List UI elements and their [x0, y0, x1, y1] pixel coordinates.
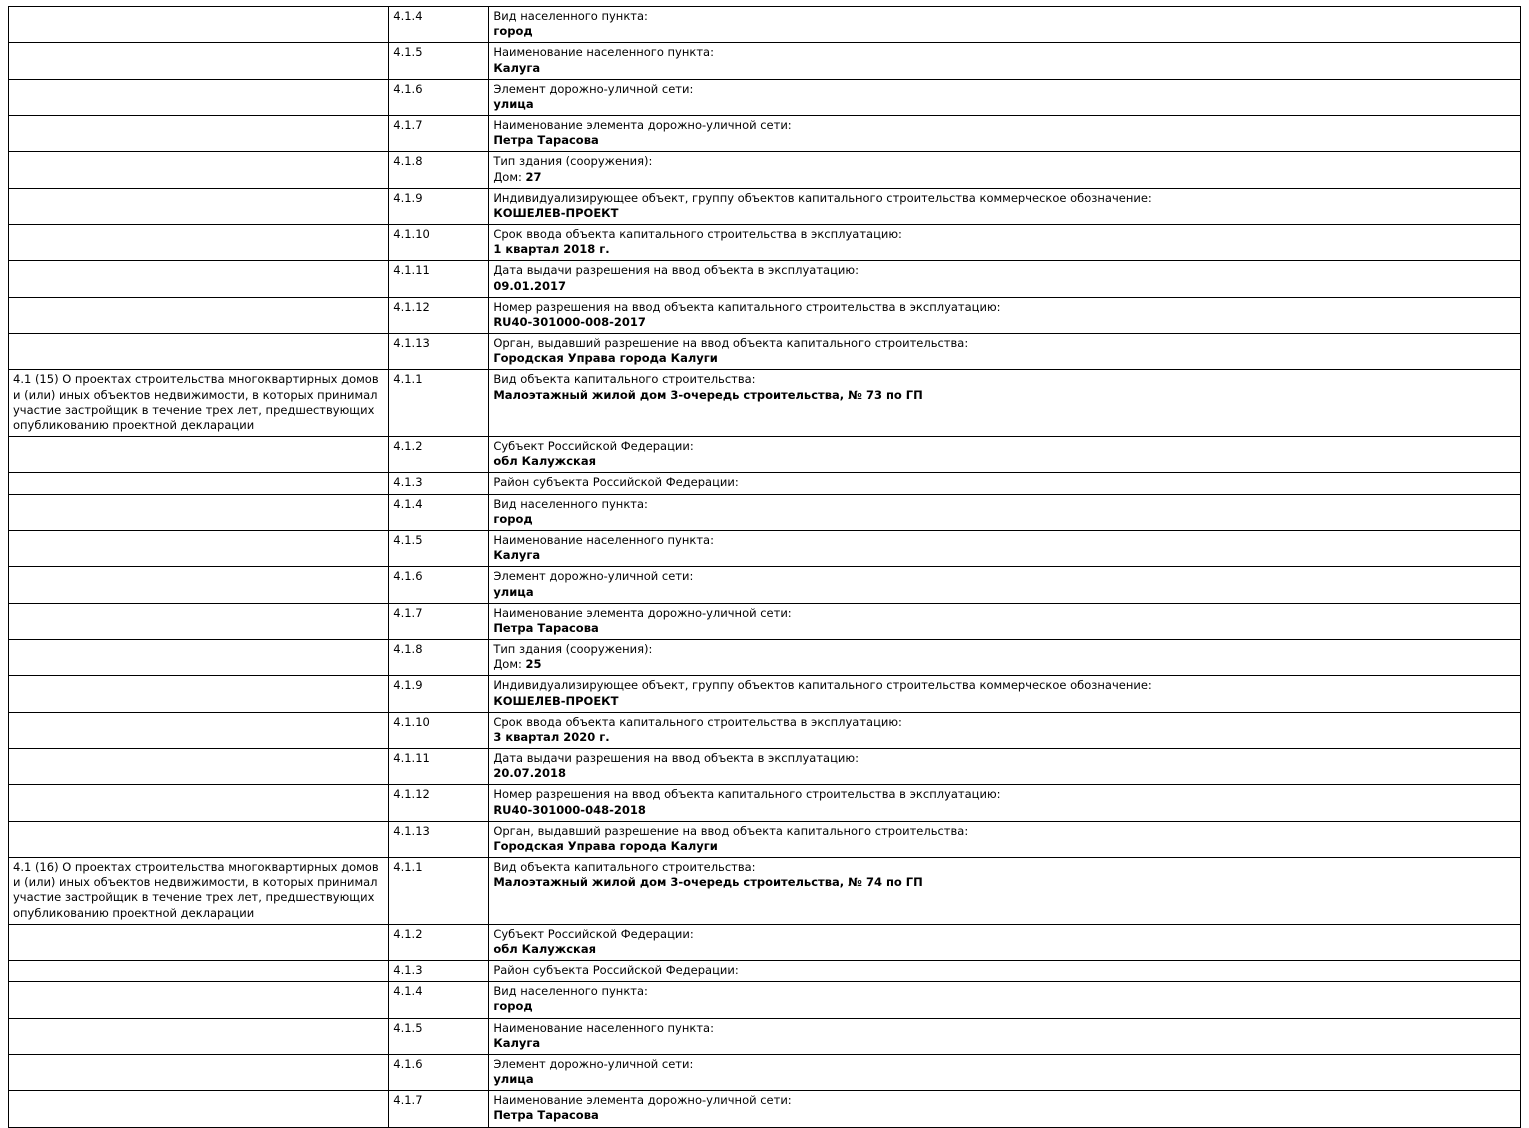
row-body-cell	[489, 924, 1521, 960]
row-code-cell: 4.1.1	[389, 370, 489, 437]
row-code-cell: 4.1.10	[389, 712, 489, 748]
table-row	[9, 297, 1521, 333]
field-label: Субъект Российской Федерации:	[493, 926, 694, 941]
row-section-cell	[9, 982, 389, 1018]
row-body-cell	[489, 297, 1521, 333]
table-row	[9, 1091, 1521, 1127]
row-code-cell: 4.1.13	[389, 821, 489, 857]
table-row	[9, 188, 1521, 224]
row-section-cell	[9, 334, 389, 370]
field-value: RU40-301000-048-2018	[493, 802, 646, 817]
field-label: Срок ввода объекта капитального строительства в эксплуатацию:	[493, 227, 902, 242]
row-body-cell	[489, 858, 1521, 925]
field-value: улица	[493, 1072, 534, 1087]
table-row	[9, 924, 1521, 960]
field-label: Номер разрешения на ввод объекта капитального строительства в эксплуатацию:	[493, 787, 1001, 802]
table-row	[9, 79, 1521, 115]
row-body-cell	[489, 640, 1521, 676]
field-value: 27	[525, 169, 542, 184]
row-section-cell	[9, 749, 389, 785]
field-value: Петра Тарасова	[493, 133, 599, 148]
field-label: Наименование элемента дорожно-уличной сети:	[493, 1093, 792, 1108]
field-value: улица	[493, 584, 534, 599]
row-section-cell	[9, 188, 389, 224]
table-row	[9, 225, 1521, 261]
table-row	[9, 961, 1521, 982]
row-code-cell: 4.1.1	[389, 858, 489, 925]
field-label: Элемент дорожно-уличной сети:	[493, 569, 694, 584]
row-body-cell	[489, 7, 1521, 43]
row-section-cell	[9, 7, 389, 43]
table-row	[9, 982, 1521, 1018]
row-section-cell	[9, 261, 389, 297]
table-row	[9, 749, 1521, 785]
row-section-cell	[9, 1018, 389, 1054]
row-section-cell	[9, 225, 389, 261]
field-value: Городская Управа города Калуги	[493, 351, 718, 366]
row-section-cell	[9, 961, 389, 982]
table-row	[9, 530, 1521, 566]
row-code-cell: 4.1.6	[389, 567, 489, 603]
table-row	[9, 712, 1521, 748]
field-value: Малоэтажный жилой дом 3-очередь строительства, № 73 по ГП	[493, 387, 923, 402]
table-row	[9, 640, 1521, 676]
row-section-cell	[9, 1054, 389, 1090]
row-section-cell	[9, 712, 389, 748]
table-row	[9, 116, 1521, 152]
table-row	[9, 785, 1521, 821]
field-value: Малоэтажный жилой дом 3-очередь строительства, № 74 по ГП	[493, 875, 923, 890]
row-section-cell	[9, 530, 389, 566]
field-label: Субъект Российской Федерации:	[493, 439, 694, 454]
row-code-cell: 4.1.7	[389, 116, 489, 152]
row-section-cell	[9, 676, 389, 712]
row-section-cell	[9, 473, 389, 494]
row-body-cell	[489, 1018, 1521, 1054]
table-row	[9, 7, 1521, 43]
row-body-cell	[489, 676, 1521, 712]
row-body-cell	[489, 261, 1521, 297]
row-body-cell	[489, 785, 1521, 821]
field-value: 20.07.2018	[493, 766, 567, 781]
row-body-cell	[489, 473, 1521, 494]
field-label: Вид объекта капитального строительства:	[493, 372, 756, 387]
field-value: город	[493, 511, 533, 526]
field-label: Вид населенного пункта:	[493, 496, 648, 511]
field-label: Орган, выдавший разрешение на ввод объекта капитального строительства:	[493, 336, 969, 351]
table-row	[9, 261, 1521, 297]
row-section-cell	[9, 437, 389, 473]
field-value: 25	[525, 657, 542, 672]
row-code-cell: 4.1.7	[389, 603, 489, 639]
row-code-cell: 4.1.9	[389, 188, 489, 224]
field-label: Элемент дорожно-уличной сети:	[493, 1056, 694, 1071]
row-code-cell: 4.1.2	[389, 437, 489, 473]
row-code-cell: 4.1.8	[389, 640, 489, 676]
field-label: Наименование элемента дорожно-уличной сети:	[493, 605, 792, 620]
row-body-cell	[489, 567, 1521, 603]
field-value: город	[493, 999, 533, 1014]
field-value: Петра Тарасова	[493, 1108, 599, 1123]
field-label: Номер разрешения на ввод объекта капитального строительства в эксплуатацию:	[493, 299, 1001, 314]
field-value: Калуга	[493, 1035, 541, 1050]
row-code-cell: 4.1.13	[389, 334, 489, 370]
row-section-cell	[9, 116, 389, 152]
field-label: Наименование населенного пункта:	[493, 532, 714, 547]
field-value: обл Калужская	[493, 454, 596, 469]
field-value: Калуга	[493, 60, 541, 75]
row-code-cell: 4.1.4	[389, 494, 489, 530]
declaration-table-body	[9, 7, 1521, 1128]
table-row	[9, 676, 1521, 712]
row-body-cell	[489, 152, 1521, 188]
field-value-line	[493, 170, 1516, 185]
field-label: Дата выдачи разрешения на ввод объекта в эксплуатацию:	[493, 751, 859, 766]
field-value: Городская Управа города Калуги	[493, 838, 718, 853]
field-label: Район субъекта Российской Федерации:	[493, 963, 739, 978]
table-row	[9, 567, 1521, 603]
field-label: Тип здания (сооружения):	[493, 642, 653, 657]
row-code-cell: 4.1.9	[389, 676, 489, 712]
row-code-cell: 4.1.6	[389, 79, 489, 115]
row-section-cell	[9, 603, 389, 639]
table-row	[9, 494, 1521, 530]
field-label: Индивидуализирующее объект, группу объектов капитального строительства коммерческое обозначение:	[493, 678, 1152, 693]
row-body-cell	[489, 370, 1521, 437]
row-code-cell: 4.1.8	[389, 152, 489, 188]
row-body-cell	[489, 1091, 1521, 1127]
field-value-line	[493, 657, 1516, 672]
row-code-cell: 4.1.12	[389, 785, 489, 821]
row-code-cell: 4.1.5	[389, 43, 489, 79]
row-section-cell	[9, 567, 389, 603]
field-label: Наименование элемента дорожно-уличной сети:	[493, 118, 792, 133]
field-value-prefix: Дом:	[493, 657, 526, 672]
row-code-cell: 4.1.10	[389, 225, 489, 261]
row-section-cell	[9, 640, 389, 676]
field-label: Индивидуализирующее объект, группу объектов капитального строительства коммерческое обозначение:	[493, 190, 1152, 205]
field-label: Район субъекта Российской Федерации:	[493, 475, 739, 490]
row-section-cell	[9, 152, 389, 188]
field-value: обл Калужская	[493, 941, 596, 956]
row-code-cell: 4.1.4	[389, 982, 489, 1018]
row-body-cell	[489, 1054, 1521, 1090]
row-section-cell	[9, 821, 389, 857]
table-row	[9, 334, 1521, 370]
field-label: Вид объекта капитального строительства:	[493, 860, 756, 875]
field-label: Наименование населенного пункта:	[493, 45, 714, 60]
field-label: Элемент дорожно-уличной сети:	[493, 81, 694, 96]
field-label: Срок ввода объекта капитального строительства в эксплуатацию:	[493, 714, 902, 729]
row-body-cell	[489, 79, 1521, 115]
table-row	[9, 1054, 1521, 1090]
field-value: Петра Тарасова	[493, 620, 599, 635]
field-value: город	[493, 24, 533, 39]
field-label: Наименование населенного пункта:	[493, 1020, 714, 1035]
field-value-prefix: Дом:	[493, 169, 526, 184]
table-row	[9, 473, 1521, 494]
row-code-cell: 4.1.3	[389, 961, 489, 982]
field-value: 09.01.2017	[493, 278, 567, 293]
row-code-cell: 4.1.5	[389, 1018, 489, 1054]
row-section-cell	[9, 43, 389, 79]
row-section-cell: 4.1 (16) О проектах строительства многоквартирных домов и (или) иных объектов недвижимости, в которых принимал участие застройщик в течение трех лет, предшествующих опубликованию проектной декларации	[9, 858, 389, 925]
row-code-cell: 4.1.5	[389, 530, 489, 566]
row-body-cell	[489, 603, 1521, 639]
row-body-cell	[489, 712, 1521, 748]
row-section-cell: 4.1 (15) О проектах строительства многоквартирных домов и (или) иных объектов недвижимости, в которых принимал участие застройщик в течение трех лет, предшествующих опубликованию проектной декларации	[9, 370, 389, 437]
row-section-cell	[9, 1091, 389, 1127]
row-code-cell: 4.1.6	[389, 1054, 489, 1090]
table-row	[9, 821, 1521, 857]
table-row	[9, 370, 1521, 437]
row-code-cell: 4.1.11	[389, 261, 489, 297]
row-body-cell	[489, 961, 1521, 982]
table-row	[9, 437, 1521, 473]
row-body-cell	[489, 530, 1521, 566]
row-body-cell	[489, 821, 1521, 857]
field-value: 3 квартал 2020 г.	[493, 729, 610, 744]
field-value: КОШЕЛЕВ-ПРОЕКТ	[493, 205, 619, 220]
row-body-cell	[489, 437, 1521, 473]
row-code-cell: 4.1.2	[389, 924, 489, 960]
row-body-cell	[489, 188, 1521, 224]
field-value: улица	[493, 96, 534, 111]
table-row	[9, 152, 1521, 188]
field-label: Вид населенного пункта:	[493, 984, 648, 999]
row-code-cell: 4.1.7	[389, 1091, 489, 1127]
field-label: Вид населенного пункта:	[493, 9, 648, 23]
table-row	[9, 1018, 1521, 1054]
row-body-cell	[489, 982, 1521, 1018]
row-code-cell: 4.1.4	[389, 7, 489, 43]
field-value: 1 квартал 2018 г.	[493, 242, 610, 257]
row-section-cell	[9, 297, 389, 333]
row-code-cell: 4.1.11	[389, 749, 489, 785]
row-section-cell	[9, 924, 389, 960]
table-row	[9, 858, 1521, 925]
row-section-cell	[9, 785, 389, 821]
field-label: Тип здания (сооружения):	[493, 154, 653, 169]
row-body-cell	[489, 494, 1521, 530]
field-label: Орган, выдавший разрешение на ввод объекта капитального строительства:	[493, 823, 969, 838]
table-row	[9, 43, 1521, 79]
row-body-cell	[489, 116, 1521, 152]
row-code-cell: 4.1.3	[389, 473, 489, 494]
row-body-cell	[489, 225, 1521, 261]
table-row	[9, 603, 1521, 639]
declaration-table	[8, 6, 1521, 1128]
field-value: Калуга	[493, 548, 541, 563]
field-value: КОШЕЛЕВ-ПРОЕКТ	[493, 693, 619, 708]
field-value: RU40-301000-008-2017	[493, 314, 646, 329]
field-label: Дата выдачи разрешения на ввод объекта в эксплуатацию:	[493, 263, 859, 278]
row-body-cell	[489, 43, 1521, 79]
row-section-cell	[9, 79, 389, 115]
row-code-cell: 4.1.12	[389, 297, 489, 333]
row-body-cell	[489, 749, 1521, 785]
row-body-cell	[489, 334, 1521, 370]
row-section-cell	[9, 494, 389, 530]
